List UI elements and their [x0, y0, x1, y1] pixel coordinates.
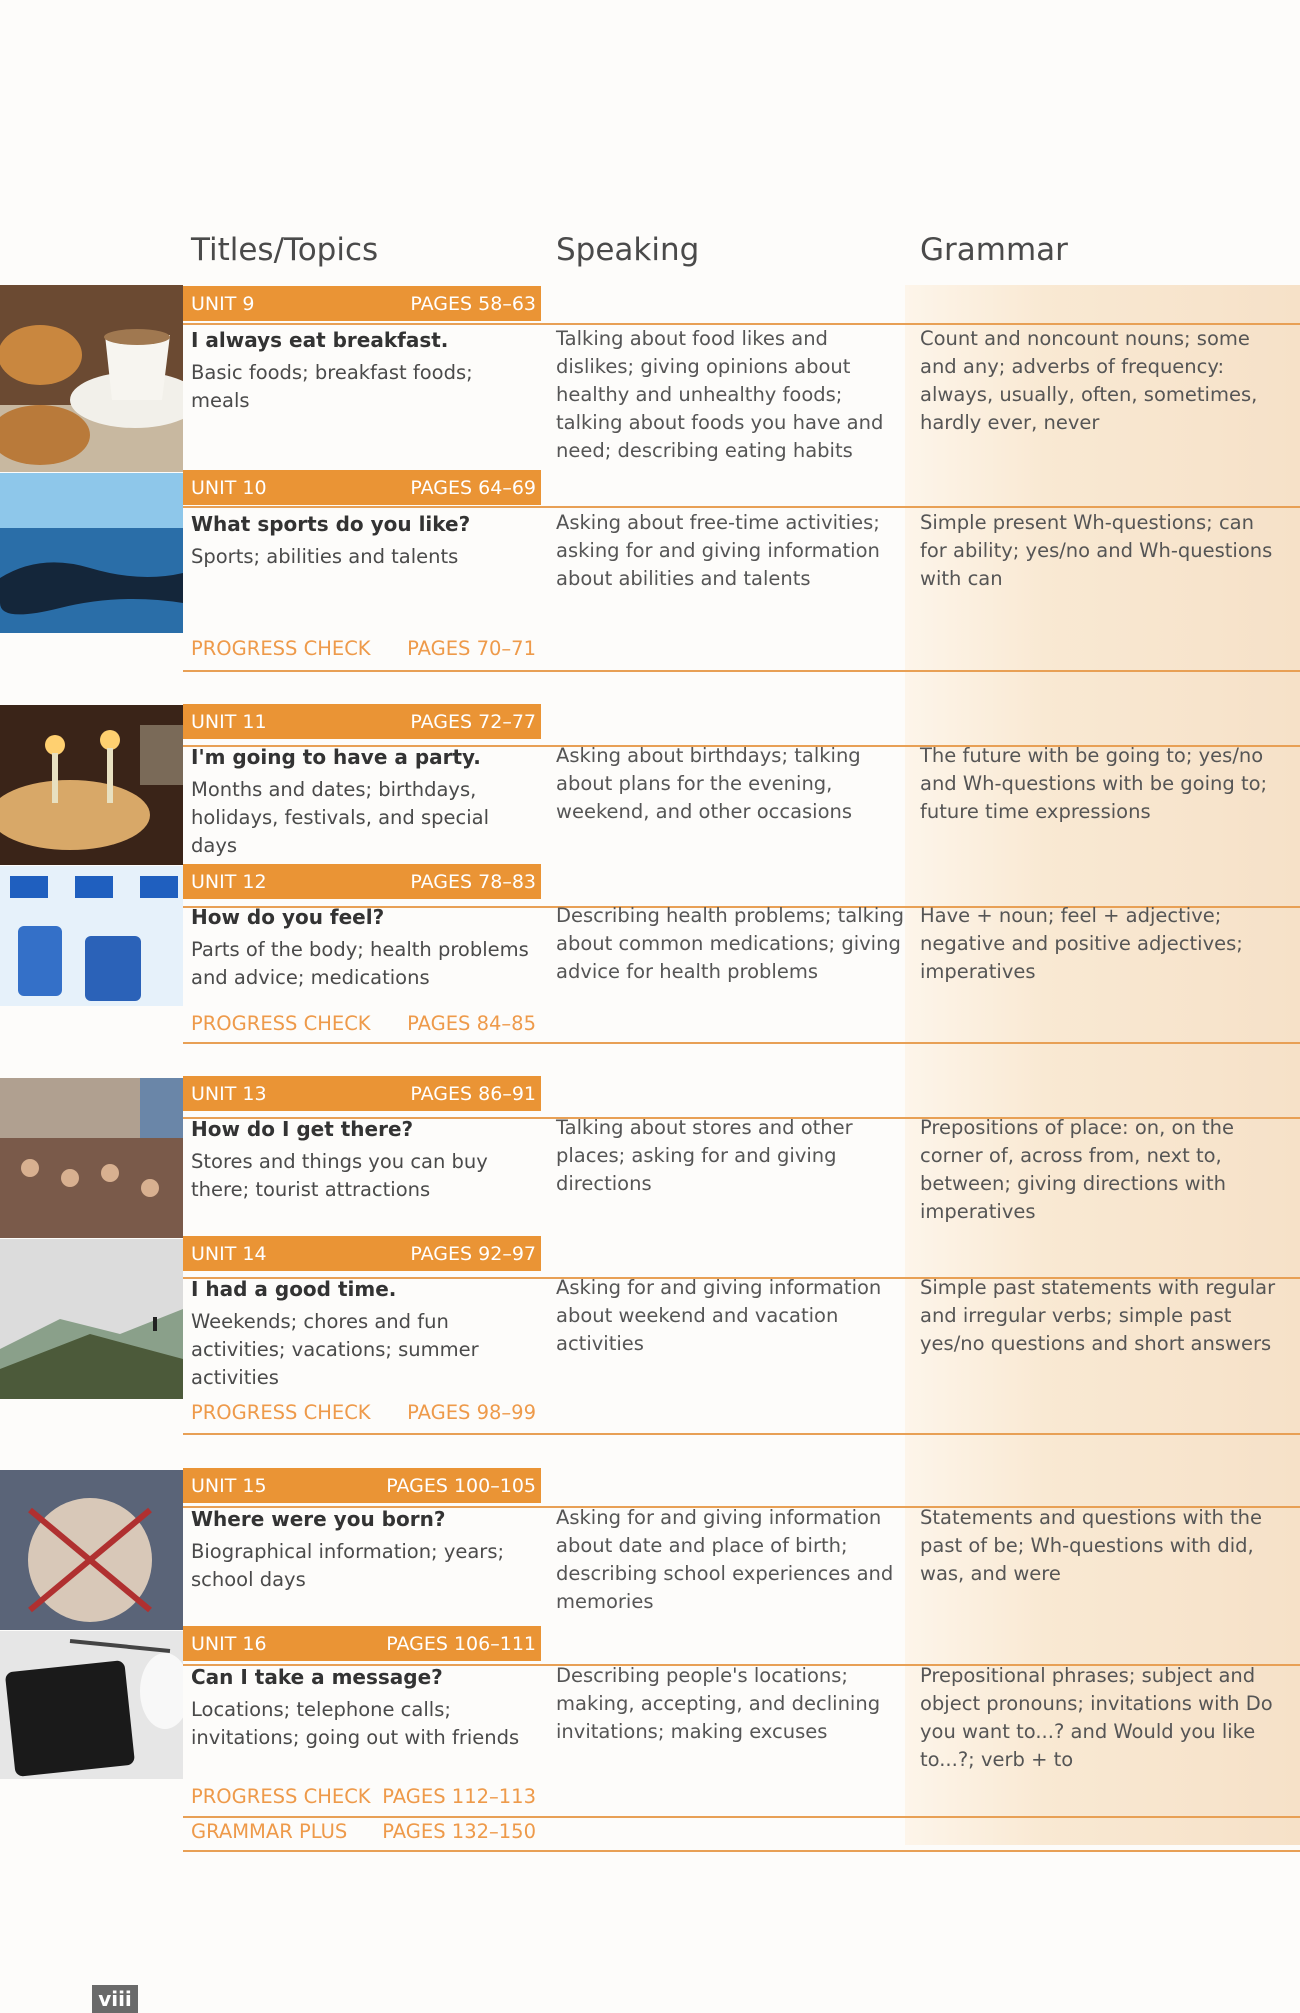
- breakfast-photo: [0, 285, 183, 472]
- unit-pages: PAGES 72–77: [410, 710, 536, 733]
- unit-title: I always eat breakfast.: [191, 328, 449, 352]
- unit-12-header: [183, 864, 541, 899]
- unit-pages: PAGES 86–91: [410, 1082, 536, 1105]
- speaking-text: Asking for and giving information about weekend and vacation activities: [556, 1276, 882, 1355]
- unit-topics: Months and dates; birthdays, holidays, festivals, and special days: [191, 778, 490, 857]
- progress-check-3: [191, 1401, 536, 1424]
- progress-check-2: [191, 1012, 536, 1035]
- unit-title: What sports do you like?: [191, 512, 471, 536]
- unit-title: How do I get there?: [191, 1117, 414, 1141]
- page-number: viii: [92, 1985, 138, 2013]
- progress-check-label: PROGRESS CHECK: [191, 1401, 371, 1424]
- unit-title: I'm going to have a party.: [191, 745, 481, 769]
- unit-topics: Biographical information; years; school days: [191, 1540, 505, 1591]
- row-divider: [183, 670, 1300, 672]
- header-titles-topics: Titles/Topics: [191, 232, 379, 268]
- unit-topics: Sports; abilities and talents: [191, 545, 459, 568]
- speaking-text: Asking for and giving information about date and place of birth; describing school experiences and memories: [556, 1506, 894, 1613]
- unit-topics: Weekends; chores and fun activities; vacations; summer activities: [191, 1310, 479, 1389]
- progress-check-pages: PAGES 70–71: [407, 637, 536, 660]
- speaking-text: Describing health problems; talking about common medications; giving advice for health problems: [556, 904, 905, 983]
- header-speaking: Speaking: [556, 232, 700, 268]
- speaking-text: Asking about birthdays; talking about plans for the evening, weekend, and other occasions: [556, 744, 861, 823]
- speaking-text: Talking about food likes and dislikes; giving opinions about healthy and unhealthy foods; talking about foods you have and need; describing eating habits: [556, 327, 884, 462]
- progress-check-pages: PAGES 84–85: [407, 1012, 536, 1035]
- unit-pages: PAGES 92–97: [410, 1242, 536, 1265]
- progress-check-4: [191, 1785, 536, 1808]
- progress-check-1: [191, 637, 536, 660]
- unit-label: UNIT 12: [191, 870, 267, 893]
- row-divider: [183, 1816, 1300, 1818]
- unit-label: UNIT 13: [191, 1082, 267, 1105]
- unit-pages: PAGES 58–63: [410, 292, 536, 315]
- unit-11-header: [183, 704, 541, 739]
- party-cake-photo: [0, 705, 183, 865]
- unit-topics: Locations; telephone calls; invitations; going out with friends: [191, 1698, 520, 1749]
- unit-label: UNIT 14: [191, 1242, 267, 1265]
- unit-title: How do you feel?: [191, 905, 385, 929]
- unit-title: Can I take a message?: [191, 1665, 443, 1689]
- header-grammar: Grammar: [920, 232, 1068, 268]
- unit-pages: PAGES 64–69: [410, 476, 536, 499]
- row-divider: [183, 1850, 1300, 1852]
- unit-label: UNIT 15: [191, 1474, 267, 1497]
- grammar-text: Simple present Wh-questions; can for ability; yes/no and Wh-questions with can: [920, 511, 1273, 590]
- unit-9-header: [183, 286, 541, 321]
- grammar-text: Prepositional phrases; subject and object pronouns; invitations with Do you want to...? and Would you like to...?; verb + to: [920, 1664, 1273, 1771]
- grammar-plus: [191, 1820, 536, 1843]
- progress-check-label: PROGRESS CHECK: [191, 1785, 371, 1808]
- unit-14-header: [183, 1236, 541, 1271]
- unit-title: Where were you born?: [191, 1507, 446, 1531]
- unit-10-header: [183, 470, 541, 505]
- grammar-plus-pages: PAGES 132–150: [382, 1820, 536, 1843]
- unit-pages: PAGES 78–83: [410, 870, 536, 893]
- phone-coffee-photo: [0, 1631, 183, 1779]
- unit-label: UNIT 16: [191, 1632, 267, 1655]
- unit-13-header: [183, 1076, 541, 1111]
- progress-check-label: PROGRESS CHECK: [191, 637, 371, 660]
- unit-label: UNIT 11: [191, 710, 267, 733]
- unit-15-header: [183, 1468, 541, 1503]
- row-divider: [183, 1433, 1300, 1435]
- unit-title: I had a good time.: [191, 1277, 397, 1301]
- progress-check-pages: PAGES 112–113: [382, 1785, 536, 1808]
- unit-topics: Basic foods; breakfast foods; meals: [191, 361, 473, 412]
- row-divider: [183, 1042, 1300, 1044]
- unit-label: UNIT 10: [191, 476, 267, 499]
- speaking-text: Talking about stores and other places; asking for and giving directions: [556, 1116, 853, 1195]
- unit-label: UNIT 9: [191, 292, 255, 315]
- unit-pages: PAGES 106–111: [386, 1632, 536, 1655]
- grammar-text: Simple past statements with regular and irregular verbs; simple past yes/no questions and short answers: [920, 1276, 1276, 1355]
- progress-check-label: PROGRESS CHECK: [191, 1012, 371, 1035]
- unit-topics: Parts of the body; health problems and advice; medications: [191, 938, 529, 989]
- unit-topics: Stores and things you can buy there; tourist attractions: [191, 1150, 488, 1201]
- medication-bottles-photo: [0, 866, 183, 1006]
- unit-pages: PAGES 100–105: [386, 1474, 536, 1497]
- speaking-text: Describing people's locations; making, accepting, and declining invitations; making excuses: [556, 1664, 881, 1743]
- row-divider: [183, 506, 1300, 508]
- carousel-photo: [0, 1470, 183, 1630]
- speaking-text: Asking about free-time activities; asking for and giving information about abilities and talents: [556, 511, 880, 590]
- progress-check-pages: PAGES 98–99: [407, 1401, 536, 1424]
- grammar-text: Prepositions of place: on, on the corner of, across from, next to, between; giving directions with imperatives: [920, 1116, 1234, 1223]
- city-crowd-photo: [0, 1078, 183, 1238]
- swimmer-photo: [0, 473, 183, 633]
- grammar-text: Count and noncount nouns; some and any; adverbs of frequency: always, usually, often, sometimes, hardly ever, never: [920, 327, 1258, 434]
- grammar-plus-label: GRAMMAR PLUS: [191, 1820, 348, 1843]
- grammar-text: The future with be going to; yes/no and Wh-questions with be going to; future time expressions: [920, 744, 1268, 823]
- unit-16-header: [183, 1626, 541, 1661]
- grammar-text: Statements and questions with the past of be; Wh-questions with did, was, and were: [920, 1506, 1263, 1585]
- mountain-photo: [0, 1239, 183, 1399]
- grammar-text: Have + noun; feel + adjective; negative and positive adjectives; imperatives: [920, 904, 1243, 983]
